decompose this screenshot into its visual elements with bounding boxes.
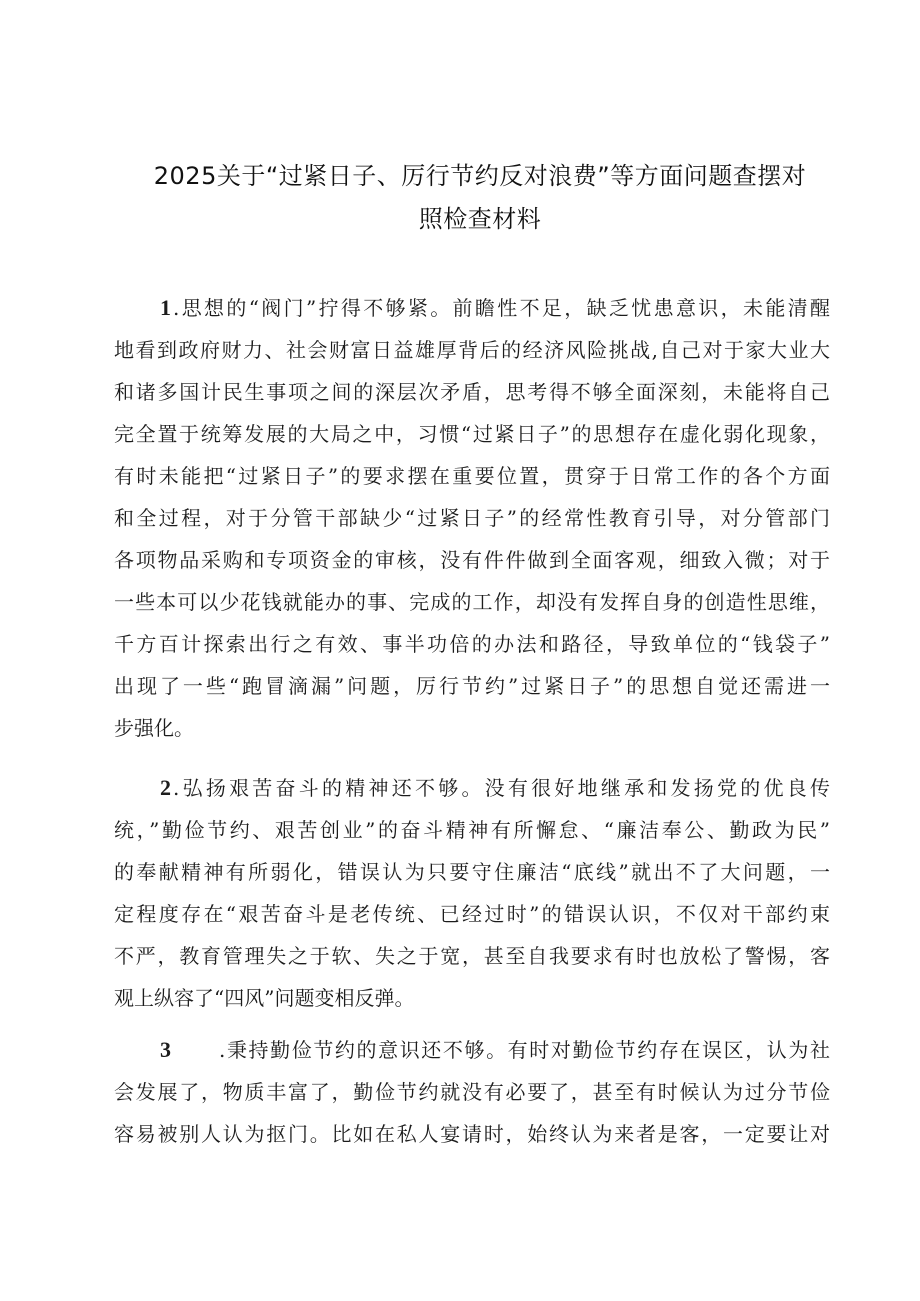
section-1-line-5: 有时未能把“过紧日子”的要求摆在重要位置，贯穿于日常工作的各个方面 [114, 464, 830, 488]
document-title-line-2: 照检查材料 [418, 205, 542, 233]
section-1-line-10: 出现了一些“跑冒滴漏”问题，厉行节约”过紧日子”的思想自觉还需进一 [114, 674, 830, 698]
section-1-line-8: 一些本可以少花钱就能办的事、完成的工作，却没有发挥自身的创造性思维， [114, 590, 830, 614]
section-1-line-7: 各项物品采购和专项资金的审核，没有件件做到全面客观，细致入微；对于 [114, 548, 830, 572]
section-1-line-3: 和诸多国计民生事项之间的深层次矛盾，思考得不够全面深刻，未能将自己 [114, 380, 830, 404]
document-title-line-1: 2025关于“过紧日子、厉行节约反对浪费”等方面问题查摆对 [153, 162, 807, 190]
section-1-line-9: 千方百计探索出行之有效、事半功倍的办法和路径，导致单位的“钱袋子” [114, 632, 830, 656]
section-2-line-4: 定程度存在“艰苦奋斗是老传统、已经过时”的错误认识，不仅对干部约束 [114, 902, 830, 926]
section-1-line-6: 和全过程，对于分管干部缺少“过紧日子”的经常性教育引导，对分管部门 [114, 506, 830, 530]
section-1-number: 1 [160, 295, 171, 320]
section-1-line-1: 1 .思想的“阀门”拧得不够紧。前瞻性不足，缺乏忧患意识，未能清醒 [160, 295, 830, 320]
section-2-line-1: 2 .弘扬艰苦奋斗的精神还不够。没有很好地继承和发扬党的优良传 [160, 775, 830, 800]
section-3-line-2: 会发展了，物质丰富了，勤俭节约就没有必要了，甚至有时候认为过分节俭 [114, 1080, 830, 1104]
section-3-number: 3 [160, 1037, 171, 1062]
section-1-line-4: 完全置于统筹发展的大局之中，习惯“过紧日子”的思想存在虚化弱化现象， [114, 422, 830, 446]
section-2-line-6: 观上纵容了“四风”问题变相反弹。 [114, 986, 415, 1010]
section-2-number: 2 [160, 775, 171, 800]
section-2-line-2: 统，”勤俭节约、艰苦创业”的奋斗精神有所懈怠、“廉洁奉公、勤政为民” [114, 818, 830, 842]
section-1-line-11: 步强化。 [114, 716, 194, 740]
section-1-line-2: 地看到政府财力、社会财富日益雄厚背后的经济风险挑战,自己对于家大业大 [114, 338, 830, 362]
section-3-line-1: 3 .秉持勤俭节约的意识还不够。有时对勤俭节约存在误区，认为社 [160, 1037, 830, 1062]
section-3-line-3: 容易被别人认为抠门。比如在私人宴请时，始终认为来者是客，一定要让对 [114, 1122, 830, 1146]
section-2-line-5: 不严，教育管理失之于软、失之于宽，甚至自我要求有时也放松了警惕，客 [114, 944, 830, 968]
section-2-line-3: 的奉献精神有所弱化，错误认为只要守住廉洁“底线”就出不了大问题，一 [114, 860, 830, 884]
